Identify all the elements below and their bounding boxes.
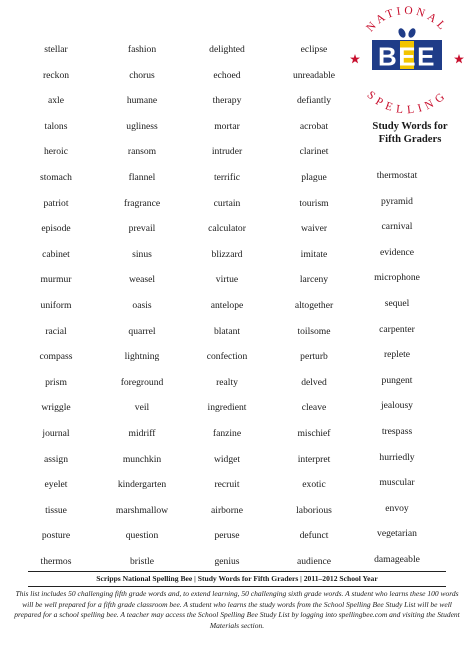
spelling-word: eclipse <box>300 44 328 55</box>
spelling-word: quarrel <box>128 325 156 337</box>
footer-title: Scripps National Spelling Bee | Study Words for Fifth Graders | 2011–2012 School Year <box>96 574 378 583</box>
spelling-word: sequel <box>384 298 410 309</box>
spelling-word: sinus <box>132 248 152 260</box>
spelling-word: ugliness <box>126 120 158 132</box>
spelling-word: blizzard <box>211 248 243 260</box>
spelling-word: larceny <box>299 274 329 286</box>
spelling-word: axle <box>48 95 64 107</box>
spelling-word: oasis <box>132 300 152 311</box>
spelling-word: muscular <box>379 477 415 489</box>
spelling-word: clarinet <box>299 146 329 158</box>
spelling-word: widget <box>213 453 241 465</box>
spelling-word: thermos <box>40 556 72 567</box>
spelling-word: genius <box>214 556 240 567</box>
national-spelling-bee-logo <box>346 2 468 114</box>
page-title-line-1: Study Words for <box>372 121 448 132</box>
footer-description: This list includes 50 challenging fifth grade words and, to extend learning, 50 challenging sixth grade words. A student who learns these 100 words will be well prepared for a fifth grade classroom bee. A student who learns the study words from the School Spelling Bee Study List will be well prepared for a school spelling bee. A teacher may access the School Spelling Bee Study List by logging into spellingbee.com and visiting the Student Materials section. <box>14 589 460 631</box>
spelling-word: ransom <box>127 146 157 158</box>
spelling-word: mortar <box>214 120 240 132</box>
spelling-word: exotic <box>302 479 326 491</box>
spelling-word: unreadable <box>292 69 336 81</box>
spelling-word: wriggle <box>41 402 71 414</box>
spelling-word: cabinet <box>42 248 70 260</box>
spelling-word: intruder <box>211 146 243 158</box>
spelling-word: plague <box>301 172 327 183</box>
spelling-word: toilsome <box>297 325 331 337</box>
logo-top-text: NATIONAL <box>364 4 450 35</box>
spelling-word: vegetarian <box>377 528 417 540</box>
spelling-word: delved <box>301 376 327 388</box>
spelling-word: reckon <box>42 69 70 81</box>
spelling-word: jealousy <box>381 400 413 412</box>
spelling-word: marshmallow <box>115 504 169 516</box>
spelling-word: episode <box>41 223 71 235</box>
spelling-word: cleave <box>301 402 327 414</box>
spelling-word: envoy <box>385 502 409 514</box>
spelling-word: journal <box>42 428 70 439</box>
page-title <box>360 120 460 146</box>
spelling-word: curtain <box>213 197 241 209</box>
bee-wing-left-icon <box>397 27 407 39</box>
spelling-word: mischief <box>297 428 331 439</box>
footer-rule-top <box>28 571 446 572</box>
spelling-word: stellar <box>44 44 68 55</box>
spelling-word: tourism <box>299 197 329 209</box>
spelling-word: midriff <box>128 428 156 439</box>
spelling-word: fashion <box>127 44 157 55</box>
spelling-word: terrific <box>213 172 241 183</box>
spelling-word: stomach <box>40 172 72 183</box>
spelling-word: carnival <box>381 221 413 233</box>
spelling-word: racial <box>45 325 67 337</box>
spelling-word: patriot <box>43 197 69 209</box>
spelling-word: replete <box>383 349 411 361</box>
spelling-word: humane <box>126 95 158 107</box>
spelling-word: hurriedly <box>379 451 415 463</box>
spelling-word: munchkin <box>122 453 162 465</box>
spelling-word: bristle <box>130 556 154 567</box>
spelling-word: interpret <box>297 453 331 465</box>
spelling-word: virtue <box>215 274 239 286</box>
logo-bottom-text: SPELLING <box>364 89 450 114</box>
spelling-word: waiver <box>300 223 328 235</box>
spelling-word: airborne <box>211 504 243 516</box>
spelling-word: weasel <box>128 274 156 286</box>
page-title-line-2: Fifth Graders <box>378 134 442 145</box>
spelling-word: imitate <box>300 248 328 260</box>
spelling-word: damageable <box>374 554 420 565</box>
spelling-word: defunct <box>299 530 329 542</box>
spelling-word: acrobat <box>299 120 329 132</box>
spelling-word: blatant <box>213 325 241 337</box>
spelling-word: posture <box>41 530 71 542</box>
spelling-word: delighted <box>209 44 245 55</box>
spelling-word: altogether <box>294 300 334 311</box>
spelling-word: compass <box>39 351 73 363</box>
spelling-word: therapy <box>212 95 242 107</box>
spelling-word: kindergarten <box>117 479 167 491</box>
spelling-word: perturb <box>300 351 328 363</box>
spelling-word: fragrance <box>123 197 161 209</box>
spelling-word: microphone <box>374 272 420 284</box>
spelling-word: heroic <box>44 146 68 158</box>
spelling-word: chorus <box>129 69 155 81</box>
spelling-word: calculator <box>208 223 246 235</box>
spelling-word: prism <box>45 376 67 388</box>
spelling-word: laborious <box>296 504 332 516</box>
spelling-word: foreground <box>120 376 164 388</box>
spelling-word: thermostat <box>376 170 418 181</box>
spelling-word: carpenter <box>379 323 415 335</box>
spelling-word: ingredient <box>207 402 247 414</box>
spelling-word: peruse <box>214 530 240 542</box>
spelling-word: uniform <box>40 300 72 311</box>
spelling-word: tissue <box>45 504 67 516</box>
star-right-icon <box>454 54 464 63</box>
spelling-word: recruit <box>214 479 240 491</box>
spelling-word: veil <box>134 402 150 414</box>
spelling-word: realty <box>216 376 238 388</box>
spelling-word: pyramid <box>381 195 413 207</box>
spelling-word: fanzine <box>212 428 242 439</box>
spelling-word: audience <box>296 556 332 567</box>
spelling-word: assign <box>44 453 68 465</box>
logo-center-text: BEE <box>378 41 436 72</box>
spelling-word: eyelet <box>44 479 68 491</box>
spelling-word: question <box>125 530 159 542</box>
spelling-word: echoed <box>213 69 241 81</box>
footer-rule-bottom <box>28 586 446 587</box>
spelling-word: flannel <box>128 172 156 183</box>
spelling-word: murmur <box>40 274 72 286</box>
spelling-word: defiantly <box>296 95 332 107</box>
spelling-word: evidence <box>379 246 415 258</box>
spelling-word: pungent <box>381 374 413 386</box>
spelling-word: talons <box>44 120 68 132</box>
spelling-word: antelope <box>210 300 244 311</box>
spelling-word: trespass <box>381 426 413 437</box>
spelling-word: lightning <box>124 351 160 363</box>
bee-wing-right-icon <box>407 27 417 39</box>
spelling-word: prevail <box>128 223 156 235</box>
spelling-word: confection <box>206 351 248 363</box>
